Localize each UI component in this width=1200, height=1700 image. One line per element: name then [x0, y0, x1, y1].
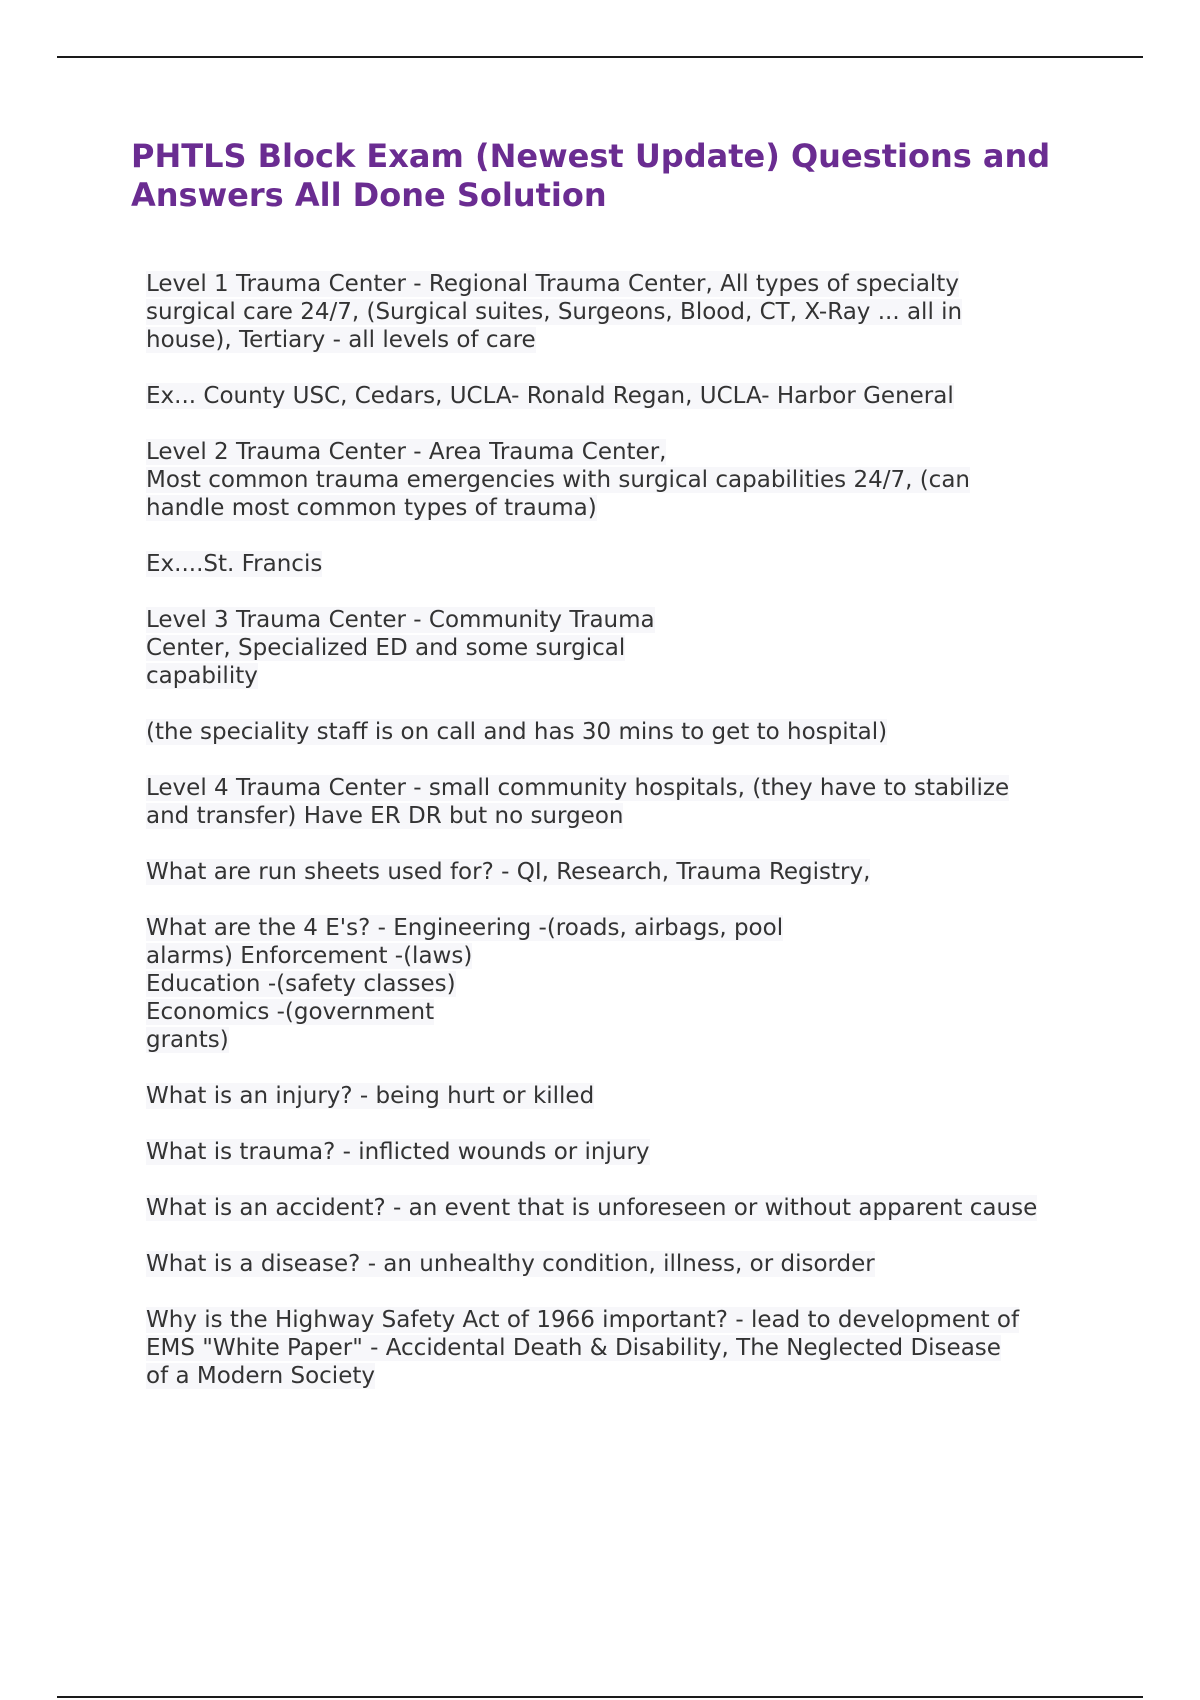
text-line — [146, 494, 1096, 522]
text-line-content: Level 4 Trauma Center - small community hospitals, (they have to stabilize — [146, 775, 1010, 801]
text-line — [146, 942, 1096, 970]
text-line — [146, 1026, 1096, 1054]
text-line — [146, 774, 1096, 802]
text-line-content: EMS "White Paper" - Accidental Death & Disability, The Neglected Disease — [146, 1335, 1001, 1361]
qa-paragraph — [146, 1306, 1096, 1390]
text-line — [146, 970, 1096, 998]
document-body — [146, 270, 1096, 1418]
qa-paragraph — [146, 1194, 1096, 1222]
text-line — [146, 466, 1096, 494]
text-line-content: and transfer) Have ER DR but no surgeon — [146, 803, 624, 829]
qa-paragraph — [146, 914, 1096, 1054]
text-line-content: Level 3 Trauma Center - Community Trauma — [146, 607, 655, 633]
text-line — [146, 1362, 1096, 1390]
text-line-content: Education -(safety classes) — [146, 971, 456, 997]
text-line-content: What is a disease? - an unhealthy condition, illness, or disorder — [146, 1251, 875, 1277]
qa-paragraph — [146, 1250, 1096, 1278]
qa-paragraph — [146, 550, 1096, 578]
text-line-content: Ex....St. Francis — [146, 551, 323, 577]
qa-paragraph — [146, 606, 1096, 690]
text-line — [146, 1306, 1096, 1334]
text-line-content: Why is the Highway Safety Act of 1966 important? - lead to development of — [146, 1307, 1020, 1333]
qa-paragraph — [146, 382, 1096, 410]
text-line — [146, 634, 1096, 662]
text-line-content: What are run sheets used for? - QI, Research, Trauma Registry, — [146, 859, 871, 885]
text-line-content: grants) — [146, 1027, 229, 1053]
text-line-content: (the speciality staff is on call and has 30 mins to get to hospital) — [146, 719, 888, 745]
text-line — [146, 718, 1096, 746]
text-line-content: Ex... County USC, Cedars, UCLA- Ronald Regan, UCLA- Harbor General — [146, 383, 954, 409]
qa-paragraph — [146, 1082, 1096, 1110]
text-line — [146, 1250, 1096, 1278]
text-line-content: capability — [146, 663, 258, 689]
text-line — [146, 914, 1096, 942]
document-title: PHTLS Block Exam (Newest Update) Questions and Answers All Done Solution — [131, 137, 1051, 214]
text-line — [146, 1194, 1096, 1222]
text-line-content: Level 1 Trauma Center - Regional Trauma Center, All types of specialty — [146, 271, 959, 297]
text-line-content: of a Modern Society — [146, 1363, 375, 1389]
text-line-content: Center, Specialized ED and some surgical — [146, 635, 626, 661]
text-line-content: Economics -(government — [146, 999, 435, 1025]
qa-paragraph — [146, 270, 1096, 354]
text-line-content: Most common trauma emergencies with surgical capabilities 24/7, (can — [146, 467, 971, 493]
text-line-content: surgical care 24/7, (Surgical suites, Surgeons, Blood, CT, X-Ray ... all in — [146, 299, 963, 325]
qa-paragraph — [146, 438, 1096, 522]
text-line-content: What are the 4 E's? - Engineering -(roads, airbags, pool — [146, 915, 784, 941]
text-line-content: alarms) Enforcement -(laws) — [146, 943, 473, 969]
qa-paragraph — [146, 774, 1096, 830]
text-line — [146, 1334, 1096, 1362]
header-rule — [57, 56, 1143, 58]
text-line — [146, 802, 1096, 830]
text-line — [146, 382, 1096, 410]
text-line-content: Level 2 Trauma Center - Area Trauma Center, — [146, 439, 667, 465]
text-line-content: house), Tertiary - all levels of care — [146, 327, 536, 353]
text-line — [146, 1138, 1096, 1166]
text-line — [146, 662, 1096, 690]
text-line-content: handle most common types of trauma) — [146, 495, 597, 521]
text-line-content: What is an injury? - being hurt or killed — [146, 1083, 595, 1109]
text-line — [146, 270, 1096, 298]
qa-paragraph — [146, 858, 1096, 886]
text-line — [146, 1082, 1096, 1110]
qa-paragraph — [146, 1138, 1096, 1166]
text-line — [146, 550, 1096, 578]
text-line-content: What is trauma? - inflicted wounds or injury — [146, 1139, 650, 1165]
text-line — [146, 858, 1096, 886]
text-line — [146, 438, 1096, 466]
text-line-content: What is an accident? - an event that is unforeseen or without apparent cause — [146, 1195, 1038, 1221]
footer-rule — [57, 1696, 1143, 1698]
text-line — [146, 998, 1096, 1026]
qa-paragraph — [146, 718, 1096, 746]
text-line — [146, 326, 1096, 354]
text-line — [146, 298, 1096, 326]
text-line — [146, 606, 1096, 634]
